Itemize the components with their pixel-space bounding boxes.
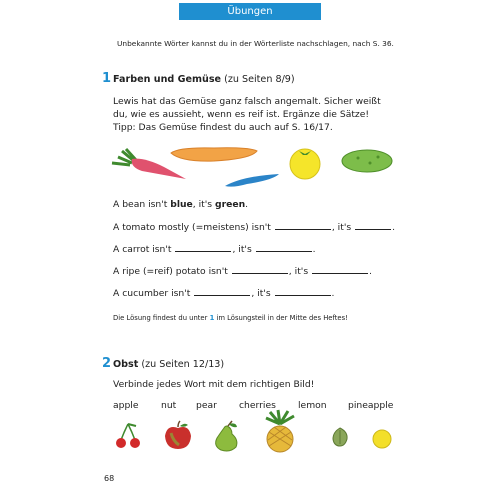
paragraph-line: du, wie es aussieht, wenn es reif ist. Ergänze die Sätze! <box>113 109 370 120</box>
hint-text: Unbekannte Wörter kannst du in der Wörterliste nachschlagen, nach S. 36. <box>117 39 394 48</box>
sentence-text: . <box>245 199 249 210</box>
answer-blank[interactable] <box>232 272 288 274</box>
answer-blank[interactable] <box>312 272 368 274</box>
pear-illustration[interactable] <box>212 420 240 452</box>
paragraph-line: Tipp: Das Gemüse findest du auch auf S. 16/17. <box>113 122 333 133</box>
sausage-illustration <box>169 145 259 167</box>
sentence-text: , it's <box>232 244 252 255</box>
sentence-text: . <box>312 244 316 255</box>
answer-blank[interactable] <box>275 228 331 230</box>
section1-title: Farben und Gemüse <box>113 74 222 85</box>
header-title: Übungen <box>179 3 321 20</box>
answer-blank[interactable] <box>175 250 231 252</box>
page-number: 68 <box>104 474 115 483</box>
bean-illustration <box>223 172 283 192</box>
word-pineapple[interactable]: pineapple <box>348 400 394 411</box>
answer-blank[interactable] <box>355 228 391 230</box>
sentence-4 <box>113 266 372 277</box>
answer-blank[interactable] <box>194 294 250 296</box>
apple-illustration[interactable] <box>163 421 193 451</box>
section2-title: Obst <box>113 359 139 370</box>
answer-blank[interactable] <box>275 294 331 296</box>
word-apple[interactable]: apple <box>113 400 139 411</box>
sentence-text: , it's <box>288 266 309 277</box>
solution-note <box>113 314 348 322</box>
note-number: 1 <box>209 314 215 322</box>
section1-heading <box>113 74 295 85</box>
note-text: im Lösungsteil in der Mitte des Heftes! <box>214 314 348 322</box>
section2-heading <box>113 359 224 370</box>
sentence-text: A tomato mostly (=meistens) isn't <box>113 222 271 233</box>
sentence-1 <box>113 199 248 210</box>
section2-number: 2 <box>102 356 112 371</box>
section1-number: 1 <box>102 71 112 86</box>
cucumber-illustration <box>340 147 396 175</box>
section1-ref: (zu Seiten 8/9) <box>224 74 295 85</box>
note-text: Die Lösung findest du unter <box>113 314 210 322</box>
section1-paragraph <box>113 95 413 134</box>
sentence-bold: blue <box>170 199 193 210</box>
sentence-bold: green <box>215 199 246 210</box>
word-lemon[interactable]: lemon <box>298 400 327 411</box>
sentence-text: , it's <box>251 288 271 299</box>
pineapple-illustration[interactable] <box>254 410 306 452</box>
sentence-3 <box>113 244 316 255</box>
answer-blank[interactable] <box>256 250 312 252</box>
paragraph-line: Lewis hat das Gemüse ganz falsch angemalt. Sicher weißt <box>113 96 381 107</box>
nut-illustration[interactable] <box>330 426 350 448</box>
sentence-text: A ripe (=reif) potato isn't <box>113 266 228 277</box>
section2-instruction: Verbinde jedes Wort mit dem richtigen Bild! <box>113 379 315 390</box>
sentence-5 <box>113 288 334 299</box>
sentence-text: . <box>331 288 335 299</box>
lemon-illustration[interactable] <box>371 428 393 450</box>
sentence-text: , it's <box>331 222 352 233</box>
sentence-text: A bean isn't <box>113 199 171 210</box>
word-nut[interactable]: nut <box>161 400 177 411</box>
sentence-text: . <box>369 266 372 277</box>
sentence-text: , it's <box>192 199 216 210</box>
sentence-text: A carrot isn't <box>113 244 172 255</box>
sentence-text: . <box>392 222 395 233</box>
word-pear[interactable]: pear <box>196 400 217 411</box>
sentence-2 <box>113 222 395 233</box>
cherries-illustration[interactable] <box>114 422 142 452</box>
tomato-illustration <box>287 145 323 181</box>
section2-ref: (zu Seiten 12/13) <box>141 359 225 370</box>
sentence-text: A cucumber isn't <box>113 288 191 299</box>
word-cherries[interactable]: cherries <box>239 400 276 411</box>
